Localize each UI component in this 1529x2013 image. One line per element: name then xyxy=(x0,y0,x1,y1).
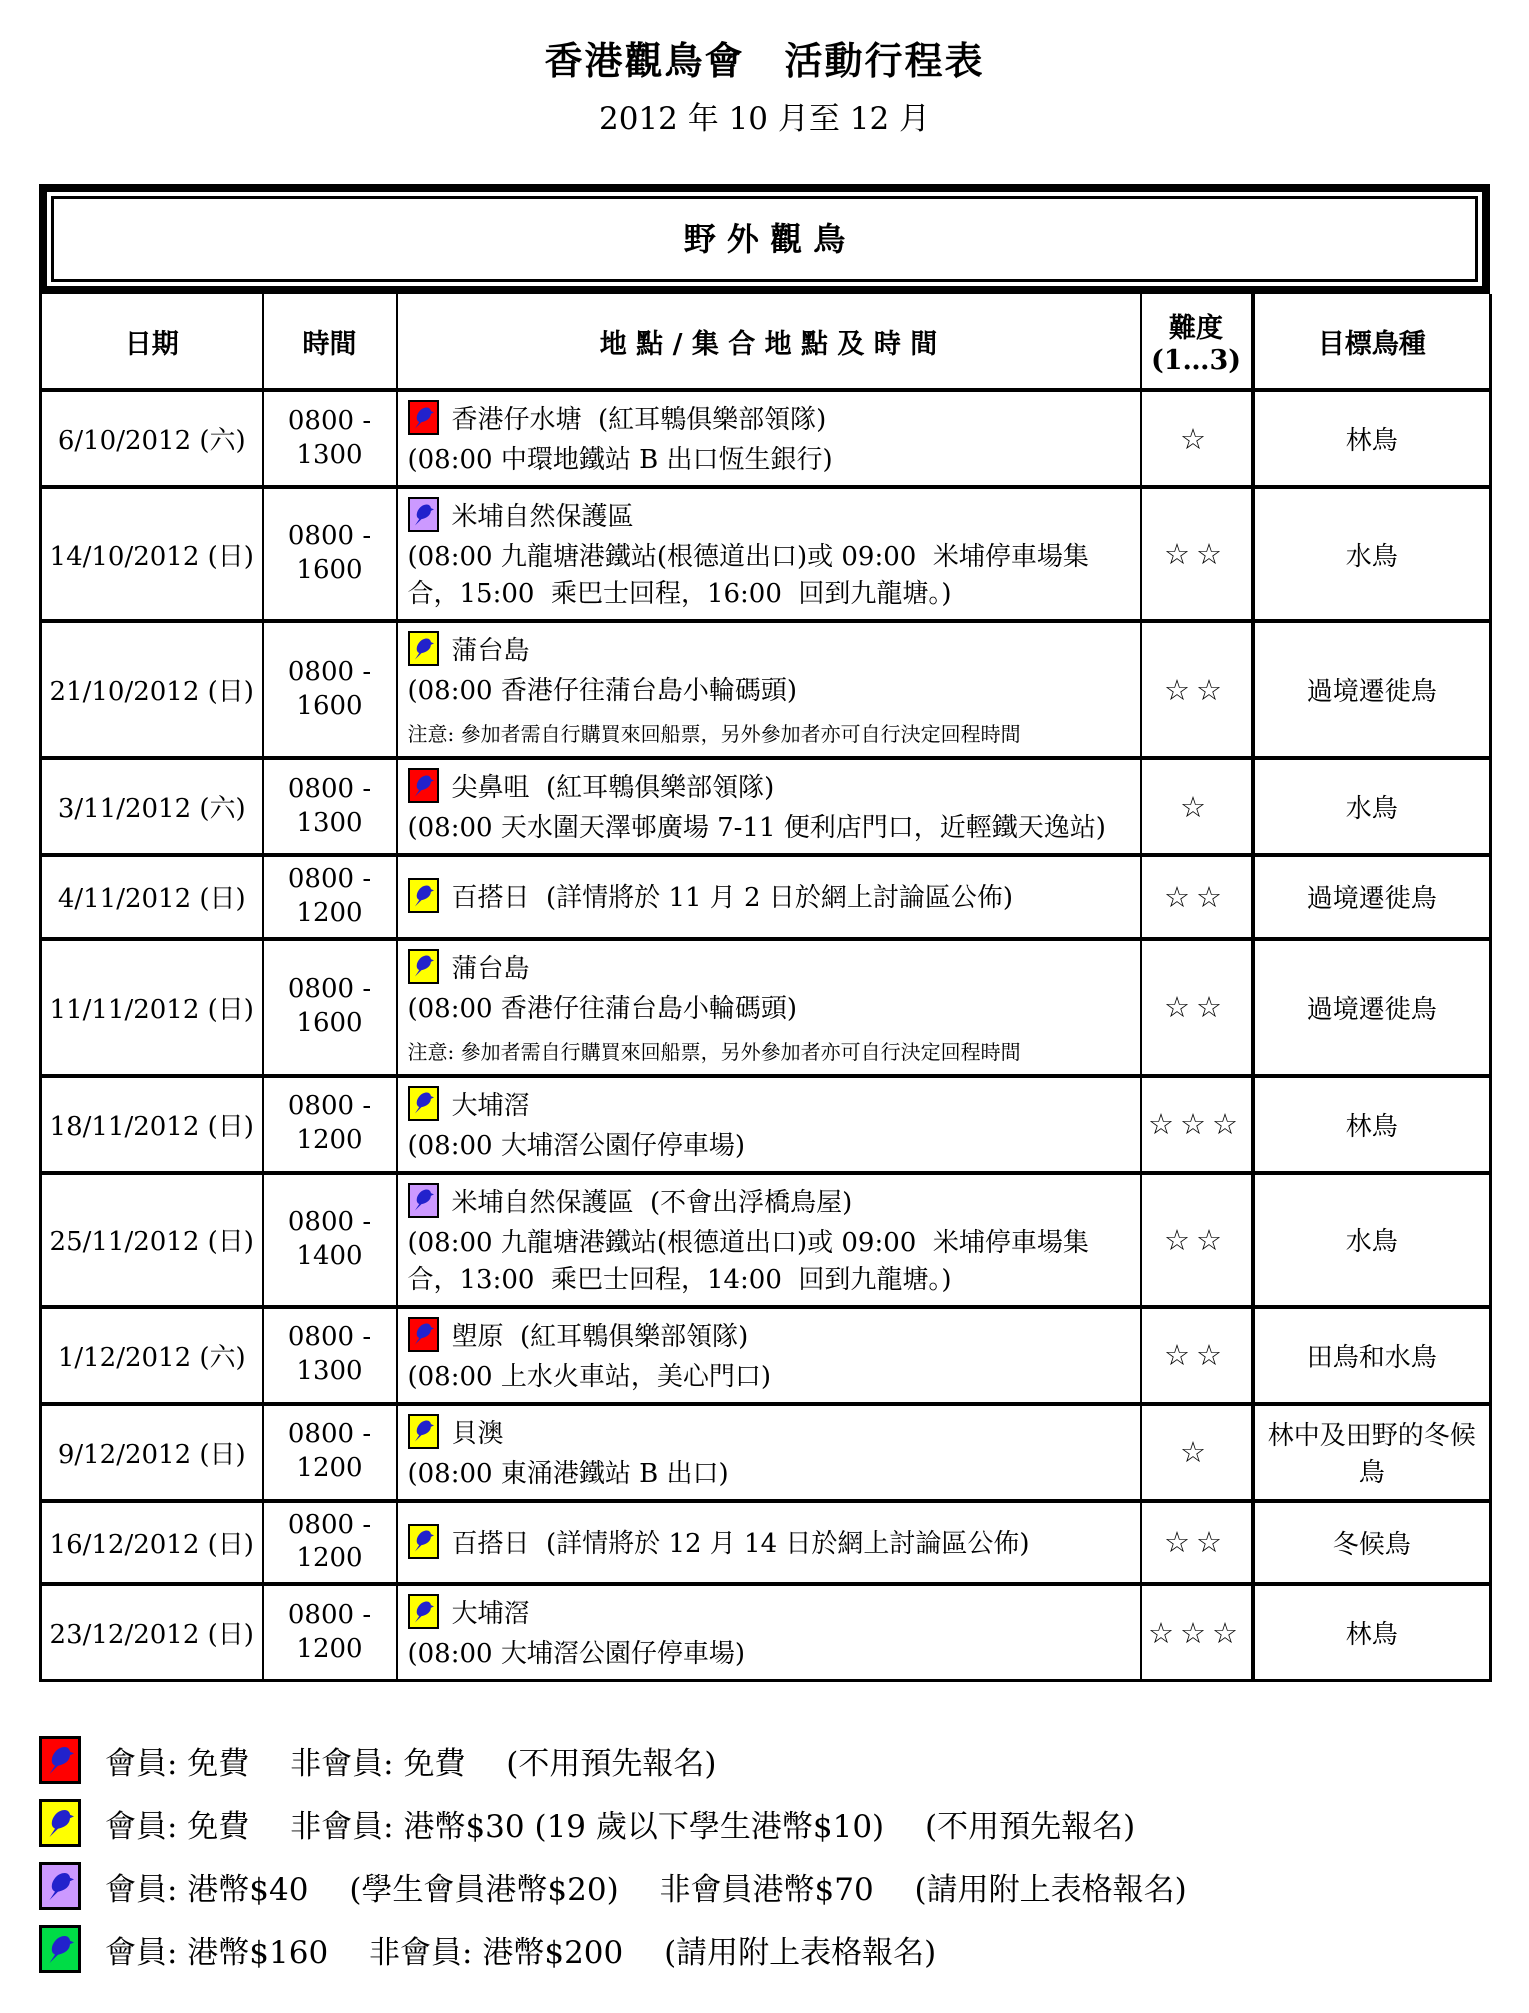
location-cell xyxy=(397,390,1141,487)
fee-category-icon xyxy=(408,1414,439,1449)
schedule-body xyxy=(41,390,1491,1681)
legend-text: 會員: 港幣$40 (學生會員港幣$20) 非會員港幣$70 (請用附上表格報名) xyxy=(105,1871,1187,1908)
time-end: 1200 xyxy=(296,1543,363,1574)
legend-fee-icon xyxy=(39,1862,81,1910)
fee-category-icon xyxy=(408,1524,439,1559)
time-start: 0800 - xyxy=(287,1206,372,1237)
fee-category-icon xyxy=(408,1594,439,1629)
target-cell: 林中及田野的冬候鳥 xyxy=(1253,1404,1491,1501)
location-title: 蒲台島 xyxy=(451,953,530,984)
time-end: 1200 xyxy=(296,897,363,928)
target-cell: 水鳥 xyxy=(1253,1173,1491,1307)
time-cell xyxy=(263,390,397,487)
bird-icon xyxy=(413,405,434,431)
target-cell: 林鳥 xyxy=(1253,1076,1491,1173)
table-row xyxy=(41,1501,1491,1585)
bird-icon xyxy=(47,1744,74,1777)
legend-text: 會員: 港幣$160 非會員: 港幣$200 (請用附上表格報名) xyxy=(105,1934,937,1971)
difficulty-cell: ☆ xyxy=(1141,390,1253,487)
location-detail: (08:00 東涌港鐵站 B 出口) xyxy=(407,1458,729,1489)
location-detail: (08:00 上水火車站，美心門口) xyxy=(407,1361,771,1392)
col-header-date: 日期 xyxy=(124,328,179,360)
time-cell xyxy=(263,1307,397,1404)
time-end: 1300 xyxy=(296,807,363,838)
col-header-difficulty xyxy=(1141,294,1253,390)
legend-fee-icon xyxy=(39,1799,81,1847)
date-cell: 25/11/2012 (日) xyxy=(41,1173,263,1307)
location-cell xyxy=(397,1173,1141,1307)
date-cell: 16/12/2012 (日) xyxy=(41,1501,263,1585)
time-start: 0800 - xyxy=(287,1419,372,1450)
location-note: 注意: 參加者需自行購買來回船票，另外參加者亦可自行決定回程時間 xyxy=(407,1039,1021,1064)
time-cell xyxy=(263,621,397,758)
location-cell xyxy=(397,939,1141,1076)
location-detail: (08:00 香港仔往蒲台島小輪碼頭) xyxy=(407,993,797,1024)
difficulty-cell: ☆☆ xyxy=(1141,939,1253,1076)
bird-icon xyxy=(47,1807,74,1840)
col-header-time: 時間 xyxy=(263,294,397,390)
bird-icon xyxy=(413,1528,434,1554)
time-end: 1200 xyxy=(296,1125,363,1156)
location-note: 注意: 參加者需自行購買來回船票，另外參加者亦可自行決定回程時間 xyxy=(407,722,1021,746)
time-start: 0800 - xyxy=(287,864,372,894)
location-detail: (08:00 大埔滘公園仔停車場) xyxy=(407,1130,745,1161)
location-title: 米埔自然保護區 (不會出浮橋鳥屋) xyxy=(451,1187,853,1218)
fee-category-icon xyxy=(408,949,439,984)
location-detail: (08:00 九龍塘港鐵站(根德道出口)或 09:00 米埔停車場集合，13:00 乘巴士回程，14:00 回到九龍塘。) xyxy=(407,1227,1089,1295)
difficulty-cell: ☆☆ xyxy=(1141,621,1253,758)
fee-category-icon xyxy=(408,400,439,435)
difficulty-scale-label: (1…3) xyxy=(1150,345,1242,376)
time-start: 0800 - xyxy=(287,521,372,552)
table-row xyxy=(41,939,1491,1076)
date-cell: 14/10/2012 (日) xyxy=(41,487,263,621)
legend-text: 會員: 免費 非會員: 免費 (不用預先報名) xyxy=(105,1745,717,1782)
location-cell xyxy=(397,1584,1141,1681)
table-row xyxy=(41,1404,1491,1501)
legend-text: 會員: 免費 非會員: 港幣$30 (19 歲以下學生港幣$10) (不用預先報名) xyxy=(105,1808,1136,1845)
location-cell xyxy=(397,1307,1141,1404)
target-cell: 林鳥 xyxy=(1253,390,1491,487)
time-start: 0800 - xyxy=(287,773,372,804)
difficulty-label: 難度 xyxy=(1169,313,1223,344)
time-cell xyxy=(263,1173,397,1307)
target-cell: 過境遷徙鳥 xyxy=(1253,855,1491,939)
time-cell xyxy=(263,1501,397,1585)
bird-icon xyxy=(413,1599,434,1625)
fee-category-icon xyxy=(408,1317,439,1352)
legend-fee-icon xyxy=(39,1736,81,1784)
difficulty-cell: ☆☆ xyxy=(1141,1173,1253,1307)
difficulty-cell: ☆☆☆ xyxy=(1141,1584,1253,1681)
time-cell xyxy=(263,758,397,855)
col-header-target: 目標鳥種 xyxy=(1253,294,1491,390)
difficulty-cell: ☆☆ xyxy=(1141,855,1253,939)
table-row xyxy=(41,1584,1491,1681)
location-detail: (08:00 大埔滘公園仔停車場) xyxy=(407,1639,745,1670)
location-cell xyxy=(397,758,1141,855)
location-detail: (08:00 中環地鐵站 B 出口恆生銀行) xyxy=(407,445,833,475)
location-title: 貝澳 xyxy=(451,1418,504,1449)
date-cell: 3/11/2012 (六) xyxy=(41,758,263,855)
date-cell: 11/11/2012 (日) xyxy=(41,939,263,1076)
table-row xyxy=(41,390,1491,487)
time-start: 0800 - xyxy=(287,405,372,436)
time-cell xyxy=(263,1076,397,1173)
date-cell: 1/12/2012 (六) xyxy=(41,1307,263,1404)
target-cell: 田鳥和水鳥 xyxy=(1253,1307,1491,1404)
target-cell: 過境遷徙鳥 xyxy=(1253,621,1491,758)
bird-icon xyxy=(413,502,434,528)
date-cell: 23/12/2012 (日) xyxy=(41,1584,263,1681)
legend-fee-icon xyxy=(39,1925,81,1973)
fee-category-icon xyxy=(408,878,439,913)
location-title: 大埔滘 xyxy=(451,1090,530,1121)
col-header-location: 地 點 / 集 合 地 點 及 時 間 xyxy=(397,294,1141,390)
time-end: 1400 xyxy=(296,1240,363,1271)
time-end: 1300 xyxy=(296,1356,363,1387)
location-title: 塱原 (紅耳鵯俱樂部領隊) xyxy=(451,1321,749,1352)
fee-category-icon xyxy=(408,631,439,666)
fee-category-icon xyxy=(408,1086,439,1121)
table-row xyxy=(41,1076,1491,1173)
page-title: 香港觀鳥會 活動行程表 xyxy=(544,38,985,83)
date-cell: 4/11/2012 (日) xyxy=(41,855,263,939)
target-cell: 林鳥 xyxy=(1253,1584,1491,1681)
target-cell: 冬候鳥 xyxy=(1253,1501,1491,1585)
time-end: 1200 xyxy=(296,1633,363,1664)
location-detail: (08:00 天水圍天澤邨廣場 7-11 便利店門口，近輕鐵天逸站) xyxy=(407,813,1106,843)
table-row xyxy=(41,621,1491,758)
bird-icon xyxy=(413,1321,434,1347)
location-cell xyxy=(397,487,1141,621)
date-cell: 18/11/2012 (日) xyxy=(41,1076,263,1173)
location-title: 百搭日 (詳情將於 11 月 2 日於網上討論區公佈) xyxy=(451,883,1014,914)
section-banner-text: 野 外 觀 鳥 xyxy=(51,196,1478,282)
time-cell xyxy=(263,855,397,939)
table-row xyxy=(41,855,1491,939)
time-end: 1600 xyxy=(296,555,363,585)
target-cell: 水鳥 xyxy=(1253,758,1491,855)
target-cell: 水鳥 xyxy=(1253,487,1491,621)
location-title: 大埔滘 xyxy=(451,1599,530,1630)
target-cell: 過境遷徙鳥 xyxy=(1253,939,1491,1076)
difficulty-cell: ☆☆ xyxy=(1141,487,1253,621)
date-cell: 9/12/2012 (日) xyxy=(41,1404,263,1501)
time-start: 0800 - xyxy=(287,1322,372,1353)
bird-icon xyxy=(413,1187,434,1213)
time-start: 0800 - xyxy=(287,656,372,687)
location-title: 百搭日 (詳情將於 12 月 14 日於網上討論區公佈) xyxy=(451,1528,1030,1559)
time-cell xyxy=(263,487,397,621)
time-end: 1200 xyxy=(296,1453,363,1484)
bird-icon xyxy=(413,883,434,909)
legend-item xyxy=(39,1925,1490,1973)
bird-icon xyxy=(413,1418,434,1444)
difficulty-cell: ☆☆ xyxy=(1141,1307,1253,1404)
date-cell: 6/10/2012 (六) xyxy=(41,390,263,487)
location-detail: (08:00 香港仔往蒲台島小輪碼頭) xyxy=(407,676,797,706)
fee-category-icon xyxy=(408,497,439,532)
location-title: 香港仔水塘 (紅耳鵯俱樂部領隊) xyxy=(451,405,827,435)
page-subtitle: 2012 年 10 月至 12 月 xyxy=(598,101,931,137)
time-cell xyxy=(263,1404,397,1501)
table-row xyxy=(41,758,1491,855)
time-end: 1300 xyxy=(296,439,363,470)
time-start: 0800 - xyxy=(287,1509,372,1540)
table-row xyxy=(41,1173,1491,1307)
time-cell xyxy=(263,1584,397,1681)
location-cell xyxy=(397,1501,1141,1585)
bird-icon xyxy=(47,1933,74,1966)
difficulty-cell: ☆ xyxy=(1141,1404,1253,1501)
section-banner xyxy=(39,184,1490,294)
difficulty-cell: ☆☆ xyxy=(1141,1501,1253,1585)
date-cell: 21/10/2012 (日) xyxy=(41,621,263,758)
location-cell xyxy=(397,1076,1141,1173)
time-cell xyxy=(263,939,397,1076)
location-detail: (08:00 九龍塘港鐵站(根德道出口)或 09:00 米埔停車場集合，15:00 乘巴士回程，16:00 回到九龍塘。) xyxy=(407,542,1089,609)
difficulty-cell: ☆☆☆ xyxy=(1141,1076,1253,1173)
bird-icon xyxy=(47,1870,74,1903)
legend-item xyxy=(39,1862,1490,1910)
bird-icon xyxy=(413,1090,434,1116)
location-cell xyxy=(397,621,1141,758)
fee-category-icon xyxy=(408,768,439,803)
legend-item xyxy=(39,1736,1490,1784)
location-cell xyxy=(397,855,1141,939)
location-title: 米埔自然保護區 xyxy=(451,502,634,532)
bird-icon xyxy=(413,636,434,662)
bird-icon xyxy=(413,773,434,799)
fee-legend xyxy=(39,1736,1490,1973)
location-cell xyxy=(397,1404,1141,1501)
bird-icon xyxy=(413,953,434,979)
schedule-table xyxy=(39,294,1492,1682)
fee-category-icon xyxy=(408,1183,439,1218)
location-title: 蒲台島 xyxy=(451,636,530,666)
time-start: 0800 - xyxy=(287,1091,372,1122)
table-row xyxy=(41,1307,1491,1404)
time-end: 1600 xyxy=(296,690,363,721)
time-start: 0800 - xyxy=(287,974,372,1005)
legend-item xyxy=(39,1799,1490,1847)
time-start: 0800 - xyxy=(287,1599,372,1630)
difficulty-cell: ☆ xyxy=(1141,758,1253,855)
time-end: 1600 xyxy=(296,1008,363,1039)
header-row xyxy=(41,294,1491,390)
location-title: 尖鼻咀 (紅耳鵯俱樂部領隊) xyxy=(451,773,775,803)
table-row xyxy=(41,487,1491,621)
